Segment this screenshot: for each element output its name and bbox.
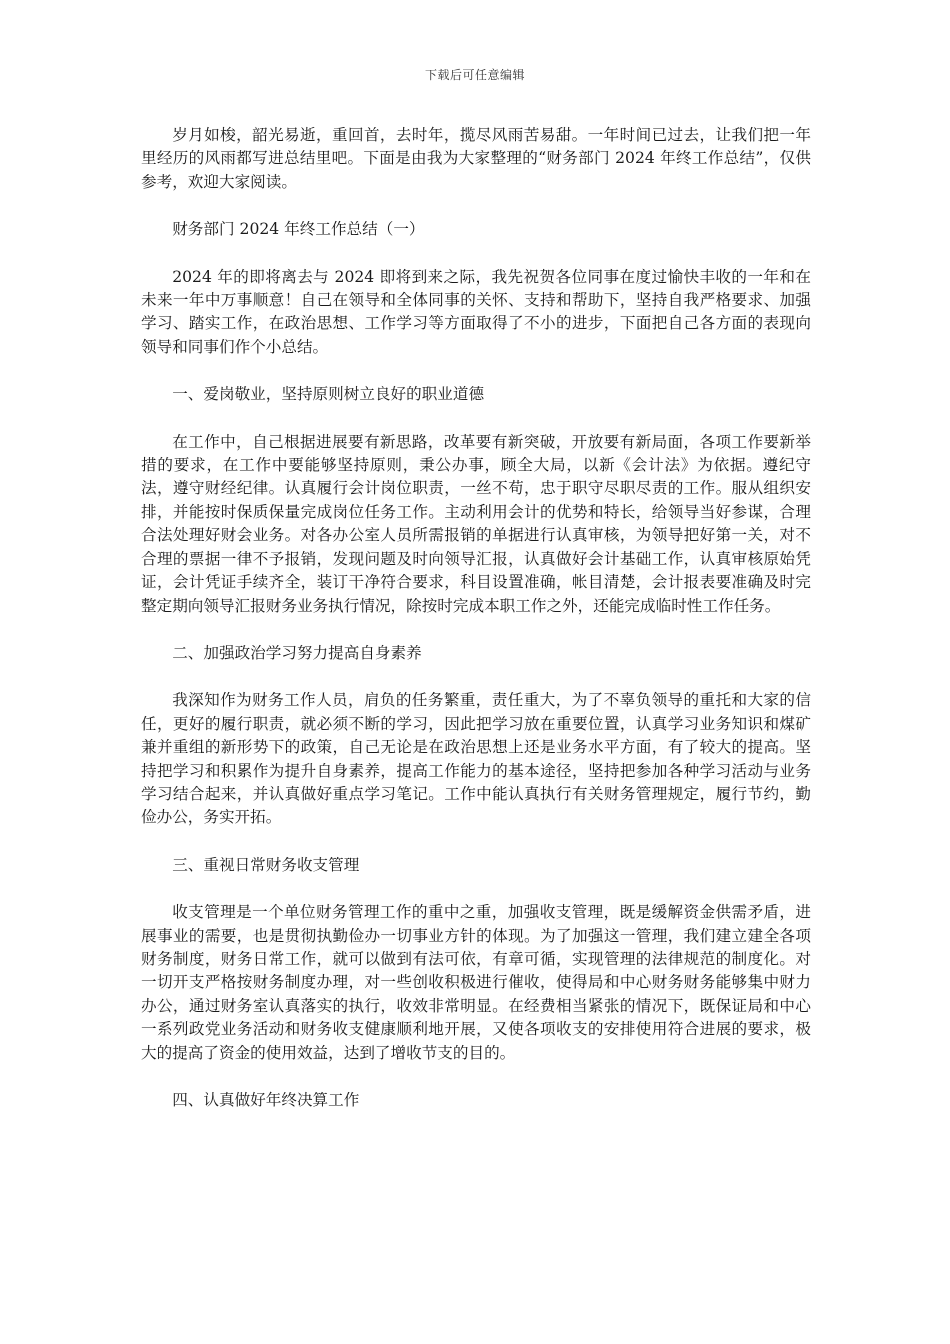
section-body-2: 我深知作为财务工作人员，肩负的任务繁重，责任重大，为了不辜负领导的重托和大家的信任，更好的履行职责，就必须不断的学习，因此把学习放在重要位置，认真学习业务知识和煤矿兼并重组的新形势下的政策，自己无论是在政治思想上还是业务水平方面，有了较大的提高。坚持把学习和积累作为提升自身素养，提高工作能力的基本途径，坚持把参加各种学习活动与业务学习结合起来，并认真做好重点学习笔记。工作中能认真执行有关财务管理规定，履行节约，勤俭办公，务实开拓。 (141, 691, 811, 827)
section-heading-2: 二、加强政治学习努力提高自身素养 (172, 643, 422, 662)
header-note: 下载后可任意编辑 (424, 68, 525, 82)
intro-paragraph: 岁月如梭，韶光易逝，重回首，去时年，揽尽风雨苦易甜。一年时间已过去，让我们把一年里经历的风雨都写进总结里吧。下面是由我为大家整理的“财务部门 2024 年终工作总结”，仅供参考，欢迎大家阅读。 (141, 126, 811, 191)
section-body-3: 收支管理是一个单位财务管理工作的重中之重，加强收支管理，既是缓解资金供需矛盾，进展事业的需要，也是贯彻执勤俭办一切事业方针的体现。为了加强这一管理，我们建立建全各项财务制度，财务日常工作，就可以做到有法可依，有章可循，实现管理的法律规范的制度化。对一切开支严格按财务制度办理，对一些创收积极进行催收，使得局和中心财务财务能够集中财力办公，通过财务室认真落实的执行，收效非常明显。在经费相当紧张的情况下，既保证局和中心一系列政党业务活动和财务收支健康顺利地开展，又使各项收支的安排使用符合进展的要求，极大的提高了资金的使用效益，达到了增收节支的目的。 (141, 903, 811, 1062)
section-body-1: 在工作中，自己根据进展要有新思路，改革要有新突破，开放要有新局面，各项工作要新举措的要求，在工作中要能够坚持原则，秉公办事，顾全大局，以新《会计法》为依据。遵纪守法，遵守财经纪律。认真履行会计岗位职责，一丝不苟，忠于职守尽职尽责的工作。服从组织安排，并能按时保质保量完成岗位任务工作。主动利用会计的优势和特长，给领导当好参谋，合理合法处理好财会业务。对各办公室人员所需报销的单据进行认真审核，为领导把好第一关，对不合理的票据一律不予报销，发现问题及时向领导汇报，认真做好会计基础工作，认真审核原始凭证，会计凭证手续齐全，装订干净符合要求，科目设置准确，帐目清楚，会计报表要准确及时完整定期向领导汇报财务业务执行情况，除按时完成本职工作之外，还能完成临时性工作任务。 (141, 432, 811, 615)
section-heading-4: 四、认真做好年终决算工作 (172, 1091, 360, 1109)
summary-title: 财务部门 2024 年终工作总结（一） (172, 220, 425, 239)
opening-paragraph: 2024 年的即将离去与 2024 即将到来之际，我先祝贺各位同事在度过愉快丰收的一年和在未来一年中万事顺意！自己在领导和全体同事的关怀、支持和帮助下，坚持自我严格要求、加强学习、踏实工作，在政治思想、工作学习等方面取得了不小的进步，下面把自己各方面的表现向领导和同事们作个小总结。 (141, 267, 811, 356)
section-heading-1: 一、爱岗敬业，坚持原则树立良好的职业道德 (172, 385, 485, 404)
section-heading-3: 三、重视日常财务收支管理 (172, 855, 360, 874)
document-body (141, 124, 811, 1112)
